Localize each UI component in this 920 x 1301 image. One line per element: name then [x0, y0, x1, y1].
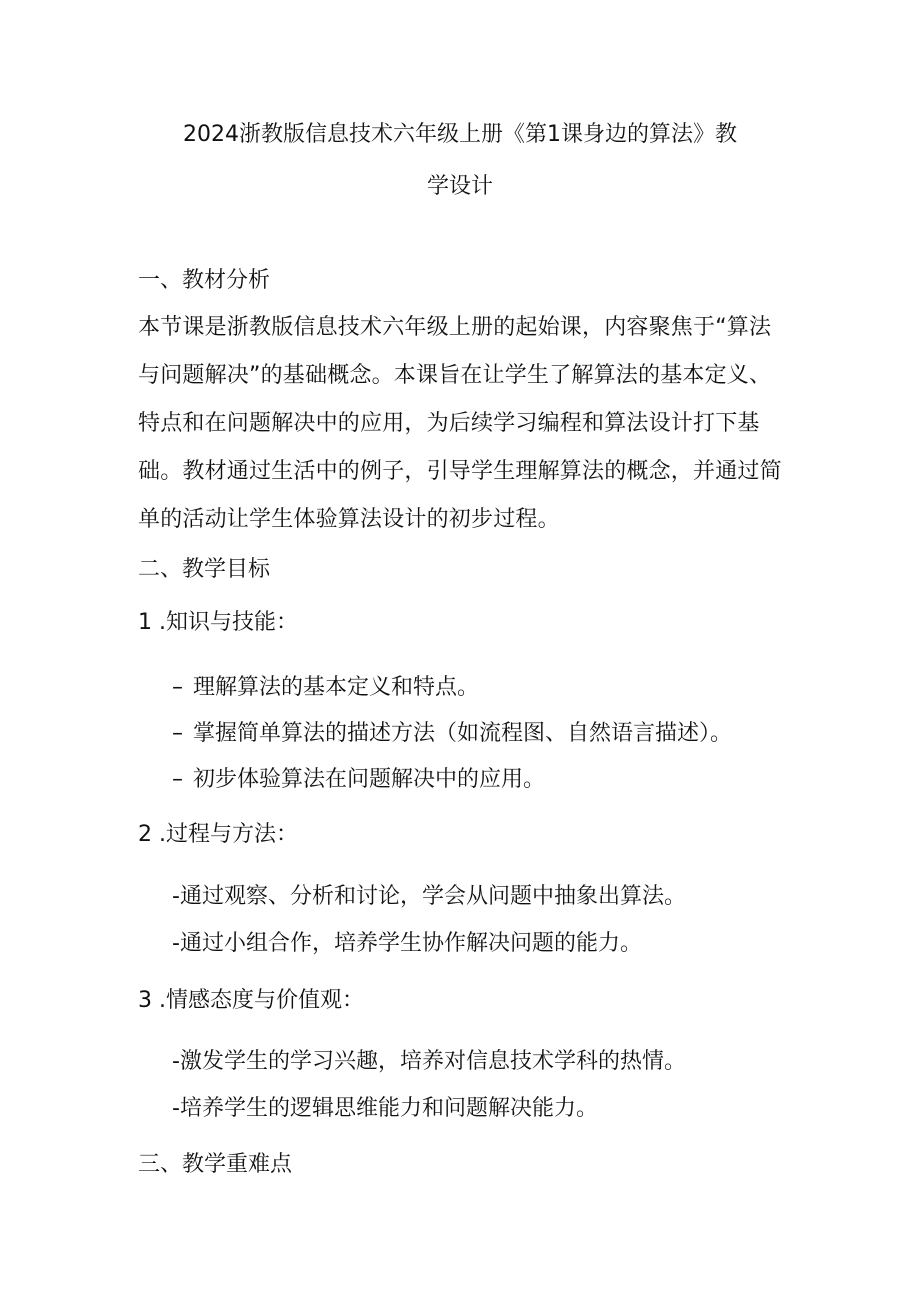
- list-item: [172, 1094, 598, 1124]
- section-heading-difficulties: 三、教学重难点: [138, 1152, 293, 1177]
- document-title-line-2: 学设计: [426, 174, 493, 199]
- bullet-dash: -: [172, 931, 180, 956]
- goal-heading-attitude: 3 .情感态度与价值观：: [138, 988, 364, 1013]
- bullet-dash: -: [172, 1049, 180, 1074]
- goal-heading-knowledge: 1 .知识与技能：: [138, 610, 298, 635]
- list-item-text: 理解算法的基本定义和特点。: [193, 675, 480, 700]
- bullet-dash: –: [172, 767, 183, 792]
- list-item-text: 通过观察、分析和讨论，学会从问题中抽象出算法。: [179, 884, 686, 909]
- list-item: [172, 719, 732, 749]
- document-title-line-1: 2024浙教版信息技术六年级上册《第1课身边的算法》教: [183, 122, 737, 147]
- list-item: [172, 765, 545, 795]
- list-item: [172, 1047, 686, 1077]
- bullet-dash: -: [172, 1096, 180, 1121]
- bullet-dash: –: [172, 721, 183, 746]
- bullet-dash: –: [172, 675, 183, 700]
- section-heading-goals: 二、教学目标: [138, 557, 271, 582]
- list-item: [172, 929, 642, 959]
- list-item-text: 激发学生的学习兴趣，培养对信息技术学科的热情。: [179, 1049, 686, 1074]
- list-item: [172, 882, 686, 912]
- section-heading-analysis: 一、教材分析: [138, 268, 271, 293]
- list-item-text: 掌握简单算法的描述方法（如流程图、自然语言描述）。: [193, 721, 733, 746]
- list-item-text: 培养学生的逻辑思维能力和问题解决能力。: [179, 1096, 598, 1121]
- list-item-text: 通过小组合作，培养学生协作解决问题的能力。: [179, 931, 642, 956]
- goal-heading-process: 2 .过程与方法：: [138, 822, 298, 847]
- list-item-text: 初步体验算法在问题解决中的应用。: [193, 767, 546, 792]
- bullet-dash: -: [172, 884, 180, 909]
- analysis-paragraph: 本节课是浙教版信息技术六年级上册的起始课，内容聚焦于“算法与问题解决”的基础概念。本课旨在让学生了解算法的基本定义、特点和在问题解决中的应用，为后续学习编程和算法设计打下基础。教材通过生活中的例子，引导学生理解算法的概念，并通过简单的活动让学生体验算法设计的初步过程。: [138, 315, 782, 532]
- list-item: [172, 673, 479, 703]
